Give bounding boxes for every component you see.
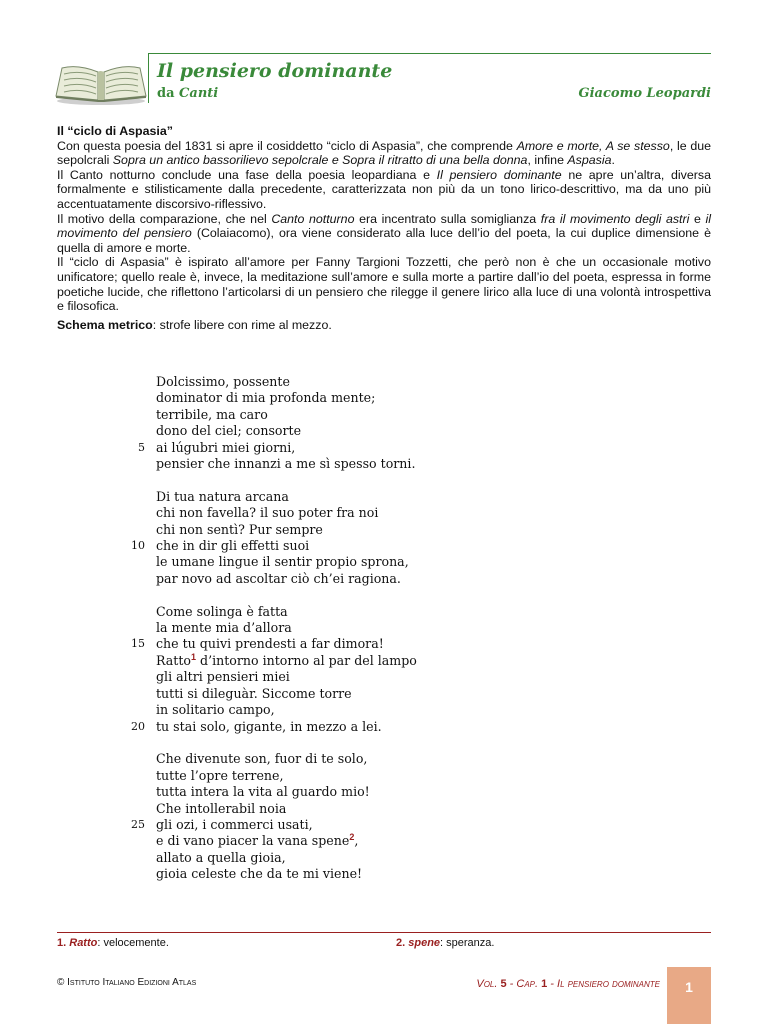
text: e xyxy=(689,211,706,226)
verse-13: Come solinga è fatta xyxy=(156,603,288,619)
running-footer xyxy=(476,978,660,990)
text: . xyxy=(611,153,615,168)
text: era incentrato sulla somiglianza xyxy=(354,211,541,226)
verse-14: la mente mia d’allora xyxy=(156,620,292,636)
footnote-text: : speranza. xyxy=(440,937,495,949)
footnote-2 xyxy=(396,937,494,949)
verse-text: e di vano piacer la vana spene xyxy=(156,833,350,849)
subtitle-work: Canti xyxy=(179,86,219,101)
verse-3: terribile, ma caro xyxy=(156,406,268,422)
copyright: © Istituto Italiano Edizioni Atlas xyxy=(57,977,197,988)
verse-text: gli ozi, i commerci usati, xyxy=(156,816,313,832)
verse-12: par novo ad ascoltar ciò ch’ei ragiona. xyxy=(156,570,401,586)
verse-27: allato a quella gioia, xyxy=(156,849,286,865)
text-italic: Sopra un antico bassorilievo sepolcrale e Sopra il ritratto di una bella donna xyxy=(112,153,528,168)
vol-label: Vol. xyxy=(476,978,501,990)
text: Con questa poesia del 1831 si apre il cosiddetto “ciclo di Aspasia”, che comprende xyxy=(57,138,517,153)
chapter-title: - Il pensiero dominante xyxy=(547,978,660,990)
verse-22: tutte l’opre terrene, xyxy=(156,767,284,783)
verse-18: tutti si dileguàr. Siccome torre xyxy=(156,685,352,701)
verse-2: dominator di mia profonda mente; xyxy=(156,390,376,406)
intro-paragraph-3 xyxy=(57,212,711,256)
schema-text: : strofe libere con rime al mezzo. xyxy=(152,318,332,332)
verse-text: ai lúgubri miei giorni, xyxy=(156,439,296,455)
verse-17: gli altri pensieri miei xyxy=(156,669,290,685)
line-number: 15 xyxy=(131,637,145,651)
verse-23: tutta intera la vita al guardo mio! xyxy=(156,784,370,800)
intro-text xyxy=(57,124,711,314)
verse-21: Che divenute son, fuor di te solo, xyxy=(156,751,368,767)
verse-text: Ratto xyxy=(156,652,191,668)
verse-text: , xyxy=(354,833,359,849)
line-number: 20 xyxy=(131,719,145,733)
intro-heading: Il “ciclo di Aspasia” xyxy=(57,124,173,138)
schema-label: Schema metrico xyxy=(57,318,153,332)
work-subtitle xyxy=(157,86,218,101)
text-italic: il movimento del pensiero xyxy=(57,211,712,241)
footnote-ref-1[interactable]: 1 xyxy=(190,651,196,662)
text: , infine xyxy=(527,153,568,168)
verse-text: che tu quivi prendesti a far dimora! xyxy=(156,636,384,652)
verse-1: Dolcissimo, possente xyxy=(156,374,290,389)
verse-11: le umane lingue il sentir propio sprona, xyxy=(156,554,409,570)
footnote-word: Ratto xyxy=(69,937,98,949)
verse-16 xyxy=(57,653,557,669)
footnote-1 xyxy=(57,937,169,949)
verse-19: in solitario campo, xyxy=(156,702,275,718)
footnote-rule xyxy=(57,932,711,933)
footnote-word: spene xyxy=(408,937,441,949)
open-book-icon xyxy=(52,56,150,106)
page-number: 1 xyxy=(667,967,711,1024)
verse-10 xyxy=(57,538,557,554)
text-italic: Il pensiero dominante xyxy=(436,167,562,182)
verse-text: che in dir gli effetti suoi xyxy=(156,538,310,554)
verse-25 xyxy=(57,817,557,833)
line-number: 10 xyxy=(131,539,145,553)
verse-7: Di tua natura arcana xyxy=(156,488,289,504)
vol-number: 5 xyxy=(500,978,507,990)
verse-8: chi non favella? il suo poter fra noi xyxy=(156,505,379,521)
text-italic: Canto notturno xyxy=(271,211,355,226)
verse-9: chi non sentì? Pur sempre xyxy=(156,521,323,537)
poem xyxy=(57,374,557,883)
verse-4: dono del ciel; consorte xyxy=(156,423,302,439)
header-top-rule xyxy=(148,53,711,54)
cap-label: - Cap. xyxy=(506,978,542,990)
cap-number: 1 xyxy=(541,978,548,990)
text-italic: Amore e morte, A se stesso xyxy=(516,138,670,153)
intro-paragraph-4: Il “ciclo di Aspasia” è ispirato all’amore per Fanny Targioni Tozzetti, che però non è che un occasionale motivo unificatore; quello reale è, invece, la meditazione sull’amore e sulla morte a partire dall’io del poeta, espressa in forme poetiche lucide, che riflettono l’articolarsi di un pensiero che rilegge il genere lirico alla luce di una volontà introspettiva e filosofica. xyxy=(57,255,711,314)
text: (Colaiacomo), ora viene considerato alla luce dell’io del poeta, la cui duplice dimensione è quella di amore e morte. xyxy=(57,226,711,255)
verse-24: Che intollerabil noia xyxy=(156,800,287,816)
footnote-text: : velocemente. xyxy=(97,937,169,949)
footnote-number: 2. xyxy=(396,937,406,949)
verse-6: pensier che innanzi a me sì spesso torni. xyxy=(156,456,416,472)
author-name: Giacomo Leopardi xyxy=(578,86,711,101)
verse-26 xyxy=(57,833,557,849)
verse-15 xyxy=(57,636,557,652)
text-italic: fra il movimento degli astri xyxy=(540,211,690,226)
metric-schema xyxy=(57,318,332,332)
text: ne apre un’altra, diversa formalmente e stilisticamente dalla precedente, caratterizzata non più da un tono lirico-descrittivo, ma da uno più accentuatamente discorsivo-riflessivo. xyxy=(57,167,711,211)
intro-paragraph-2 xyxy=(57,168,711,212)
verse-text: tu stai solo, gigante, in mezzo a lei. xyxy=(156,718,382,734)
text: Il Canto notturno conclude una fase della poesia leopardiana e xyxy=(57,167,437,182)
footnote-ref-2[interactable]: 2 xyxy=(349,832,355,843)
verse-text: d’intorno intorno al par del lampo xyxy=(196,652,417,668)
text-italic: Aspasia xyxy=(567,153,612,168)
verse-28: gioia celeste che da te mi viene! xyxy=(156,866,363,882)
verse-20 xyxy=(57,719,557,735)
stanza-gap xyxy=(57,472,557,488)
line-number: 5 xyxy=(138,440,145,454)
page-title: Il pensiero dominante xyxy=(157,60,393,82)
line-number: 25 xyxy=(131,817,145,831)
stanza-gap xyxy=(57,735,557,751)
text: , le due sepolcrali xyxy=(57,138,711,168)
text: Il motivo della comparazione, che nel xyxy=(57,211,272,226)
verse-5 xyxy=(57,440,557,456)
footnote-number: 1. xyxy=(57,937,67,949)
intro-paragraph-1 xyxy=(57,139,711,168)
subtitle-prefix: da xyxy=(157,86,175,101)
stanza-gap xyxy=(57,587,557,603)
